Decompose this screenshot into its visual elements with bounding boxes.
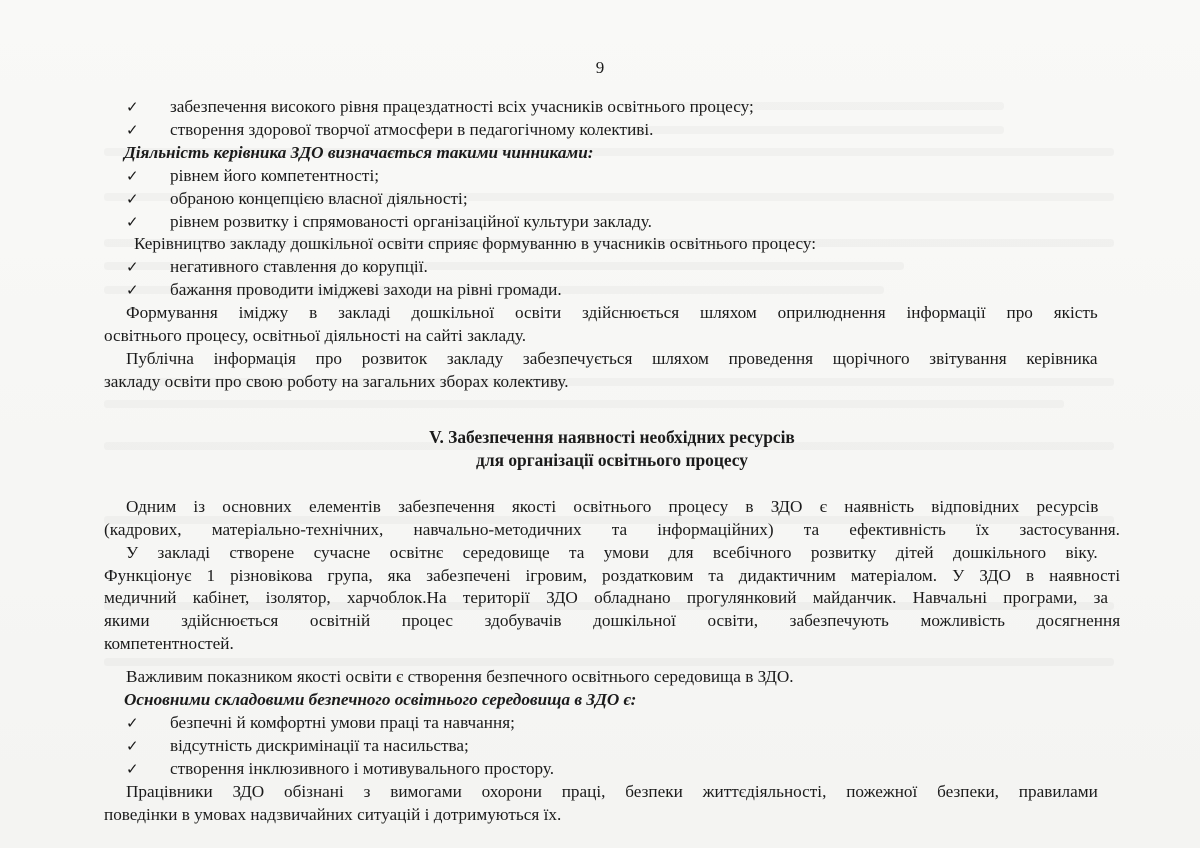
safe-environment-heading: Основними складовими безпечного освітнього середовища в ЗДО є: [124, 690, 637, 710]
list-item [104, 735, 1120, 758]
check-icon: ✓ [126, 713, 139, 732]
image-paragraph-line: освітнього процесу, освітньої діяльності на сайті закладу. [104, 326, 526, 346]
list-item [104, 712, 1120, 735]
list-item-text: створення здорової творчої атмосфери в педагогічному колективі. [170, 119, 654, 139]
public-info-paragraph-line: закладу освіти про свою роботу на загальних зборах колективу. [104, 371, 569, 391]
staff-paragraph-line: Працівники ЗДО обізнані з вимогами охорони праці, безпеки життєдіяльності, пожежної безпеки, правилами [126, 781, 1098, 801]
check-icon: ✓ [126, 759, 139, 778]
list-item [104, 165, 1120, 188]
list-item [104, 279, 1120, 302]
list-item-text: забезпечення високого рівня працездатності всіх учасників освітнього процесу; [170, 97, 754, 116]
page-number: 9 [595, 58, 605, 77]
check-icon: ✓ [126, 281, 139, 300]
check-icon: ✓ [126, 258, 139, 277]
check-icon: ✓ [126, 166, 139, 185]
list-item [104, 758, 1120, 781]
check-icon: ✓ [126, 120, 139, 139]
environment-paragraph-line: У закладі створене сучасне освітнє середовище та умови для всебічного розвитку дітей дошкільного віку. [126, 542, 1098, 562]
check-icon: ✓ [126, 736, 139, 755]
environment-paragraph-line: Функціонує 1 різновікова група, яка забезпечені ігровим, роздатковим та дидактичним матеріалом. У ЗДО в наявності [104, 565, 1121, 585]
environment-paragraph-line: компетентностей. [104, 634, 234, 654]
list-item [104, 256, 1120, 279]
resources-paragraph-line: (кадрових, матеріально-технічних, навчально-методичних та інформаційних) та ефективність їх застосування. [104, 519, 1120, 539]
list-item-text: негативного ставлення до корупції. [170, 257, 428, 277]
list-item-text: створення інклюзивного і мотивувального простору. [170, 758, 555, 778]
manager-factors-heading: Діяльність керівника ЗДО визначається такими чинниками: [124, 142, 594, 162]
resources-paragraph-line: Одним із основних елементів забезпечення якості освітнього процесу в ЗДО є наявність відповідних ресурсів [126, 496, 1099, 516]
environment-paragraph-line: медичний кабінет, ізолятор, харчоблок.На території ЗДО обладнано прогулянковий майданчик. Навчальні програми, за [104, 588, 1109, 608]
safety-indicator-paragraph: Важливим показником якості освіти є створення безпечного освітнього середовища в ЗДО. [126, 667, 794, 687]
list-item-text: обраною концепцією власної діяльності; [170, 188, 468, 208]
environment-paragraph-line: якими здійснюється освітній процес здобувачів дошкільної освіти, забезпечують можливість досягнення [104, 611, 1121, 631]
list-item [104, 119, 1120, 142]
check-icon: ✓ [126, 212, 139, 231]
list-item-text: рівнем його компетентності; [170, 165, 379, 185]
list-item [104, 211, 1120, 234]
leadership-lead-text: Керівництво закладу дошкільної освіти сприяє формуванню в учасників освітнього процесу: [134, 234, 817, 254]
check-icon: ✓ [126, 189, 139, 208]
image-paragraph-line: Формування іміджу в закладі дошкільної освіти здійснюється шляхом оприлюднення інформації про якість [126, 303, 1098, 323]
section-title: V. Забезпечення наявності необхідних ресурсів [429, 426, 795, 447]
list-item [104, 188, 1120, 211]
section-title: для організації освітнього процесу [476, 449, 748, 470]
staff-paragraph-line: поведінки в умовах надзвичайних ситуацій і дотримуються їх. [104, 804, 562, 824]
public-info-paragraph-line: Публічна інформація про розвиток закладу забезпечується шляхом проведення щорічного звітування керівника [126, 348, 1098, 368]
list-item-text: безпечні й комфортні умови праці та навчання; [170, 712, 515, 732]
document-body [104, 96, 1120, 826]
list-item-text: рівнем розвитку і спрямованості організаційної культури закладу. [170, 211, 652, 231]
check-icon: ✓ [126, 98, 139, 116]
list-item [104, 96, 1120, 119]
list-item-text: бажання проводити іміджеві заходи на рівні громади. [170, 280, 562, 300]
list-item-text: відсутність дискримінації та насильства; [170, 735, 469, 755]
